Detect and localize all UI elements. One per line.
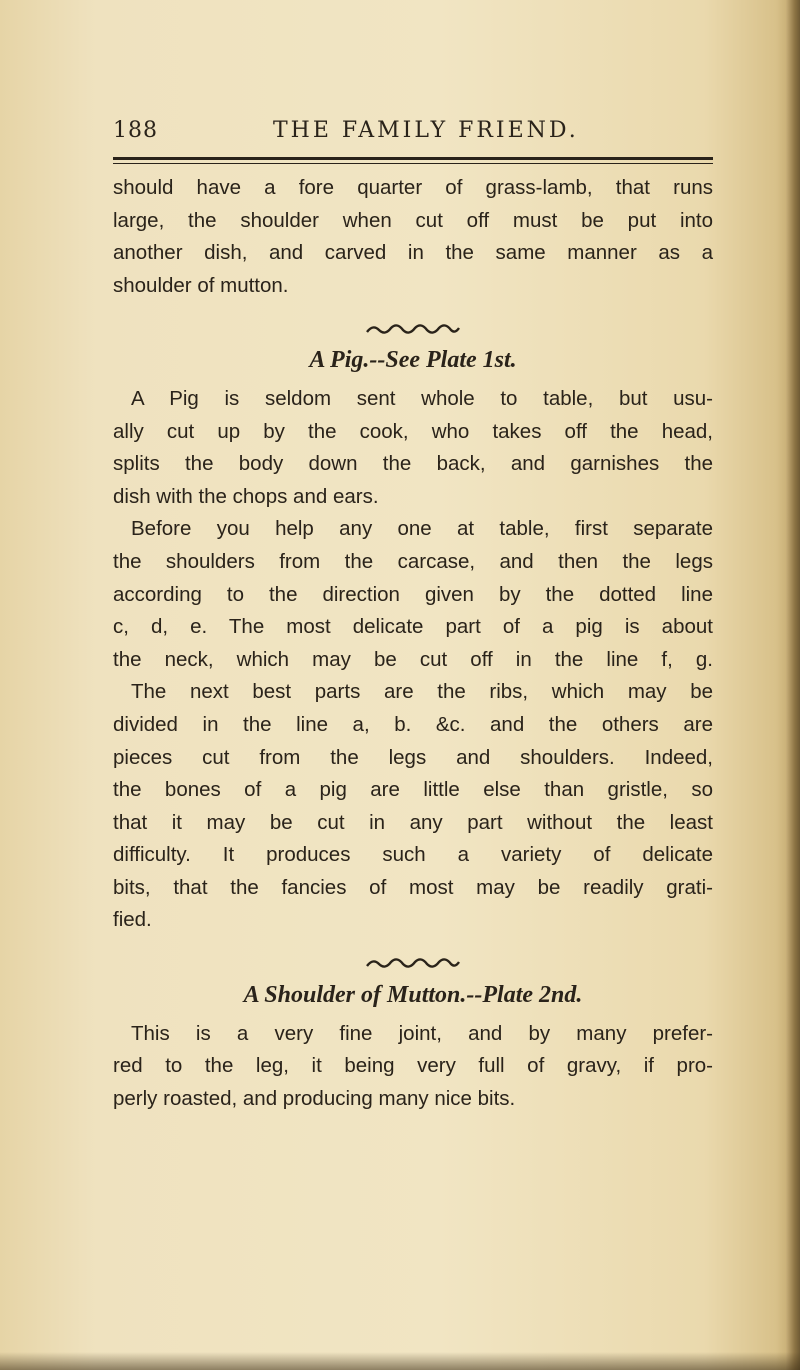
pig-paragraph-2 <box>113 513 713 937</box>
page-edge <box>786 0 800 1370</box>
text-line: red to the leg, it being very full of gravy, if pro- <box>113 1054 713 1078</box>
text-line: bits, that the fancies of most may be readily grati- <box>113 875 713 899</box>
pig-paragraph-1 <box>113 383 713 513</box>
section-heading-mutton: A Shoulder of Mutton.--Plate 2nd. <box>243 982 583 1009</box>
text-line: that it may be cut in any part without the least <box>113 810 713 834</box>
text-line: difficulty. It produces such a variety of delicate <box>113 843 713 867</box>
text-line: splits the body down the back, and garnishes the <box>113 452 713 476</box>
wave-ornament-icon <box>365 322 461 336</box>
text-line: divided in the line a, b. &c. and the others are <box>113 712 713 736</box>
page-header <box>113 118 713 148</box>
text-line: fied. <box>113 908 152 932</box>
mutton-paragraph-1 <box>113 1018 713 1116</box>
intro-paragraph <box>113 172 713 302</box>
text-line: A Pig is seldom sent whole to table, but usu- <box>131 386 713 410</box>
running-title: THE FAMILY FRIEND. <box>273 118 579 143</box>
text-line: perly roasted, and producing many nice bits. <box>113 1086 516 1110</box>
text-line: Before you help any one at table, first separate <box>131 517 713 541</box>
text-line: according to the direction given by the dotted line <box>113 582 713 606</box>
section-ornament <box>113 302 713 344</box>
text-line: the neck, which may be cut off in the line f, g. <box>113 647 713 671</box>
header-rule-thick <box>113 157 713 160</box>
text-line: shoulder of mutton. <box>113 273 289 297</box>
text-line: dish with the chops and ears. <box>113 484 379 508</box>
text-line: The next best parts are the ribs, which may be <box>131 680 713 704</box>
section-ornament <box>113 937 713 979</box>
header-rule-thin <box>113 163 713 164</box>
text-line: pieces cut from the legs and shoulders. Indeed, <box>113 745 713 769</box>
text-line: the bones of a pig are little else than gristle, so <box>113 778 713 802</box>
wave-ornament-icon <box>365 956 461 970</box>
page-number: 188 <box>113 118 158 143</box>
text-line: c, d, e. The most delicate part of a pig is about <box>113 615 713 639</box>
text-line: should have a fore quarter of grass-lamb, that runs <box>113 176 713 199</box>
body-text <box>113 172 713 1115</box>
page-shadow <box>0 1352 800 1370</box>
text-line: large, the shoulder when cut off must be put into <box>113 208 713 232</box>
text-line: This is a very fine joint, and by many prefer- <box>131 1021 713 1045</box>
text-line: ally cut up by the cook, who takes off the head, <box>113 419 713 443</box>
text-line: the shoulders from the carcase, and then the legs <box>113 549 713 573</box>
text-line: another dish, and carved in the same manner as a <box>113 241 713 265</box>
section-heading-pig: A Pig.--See Plate 1st. <box>309 347 517 374</box>
